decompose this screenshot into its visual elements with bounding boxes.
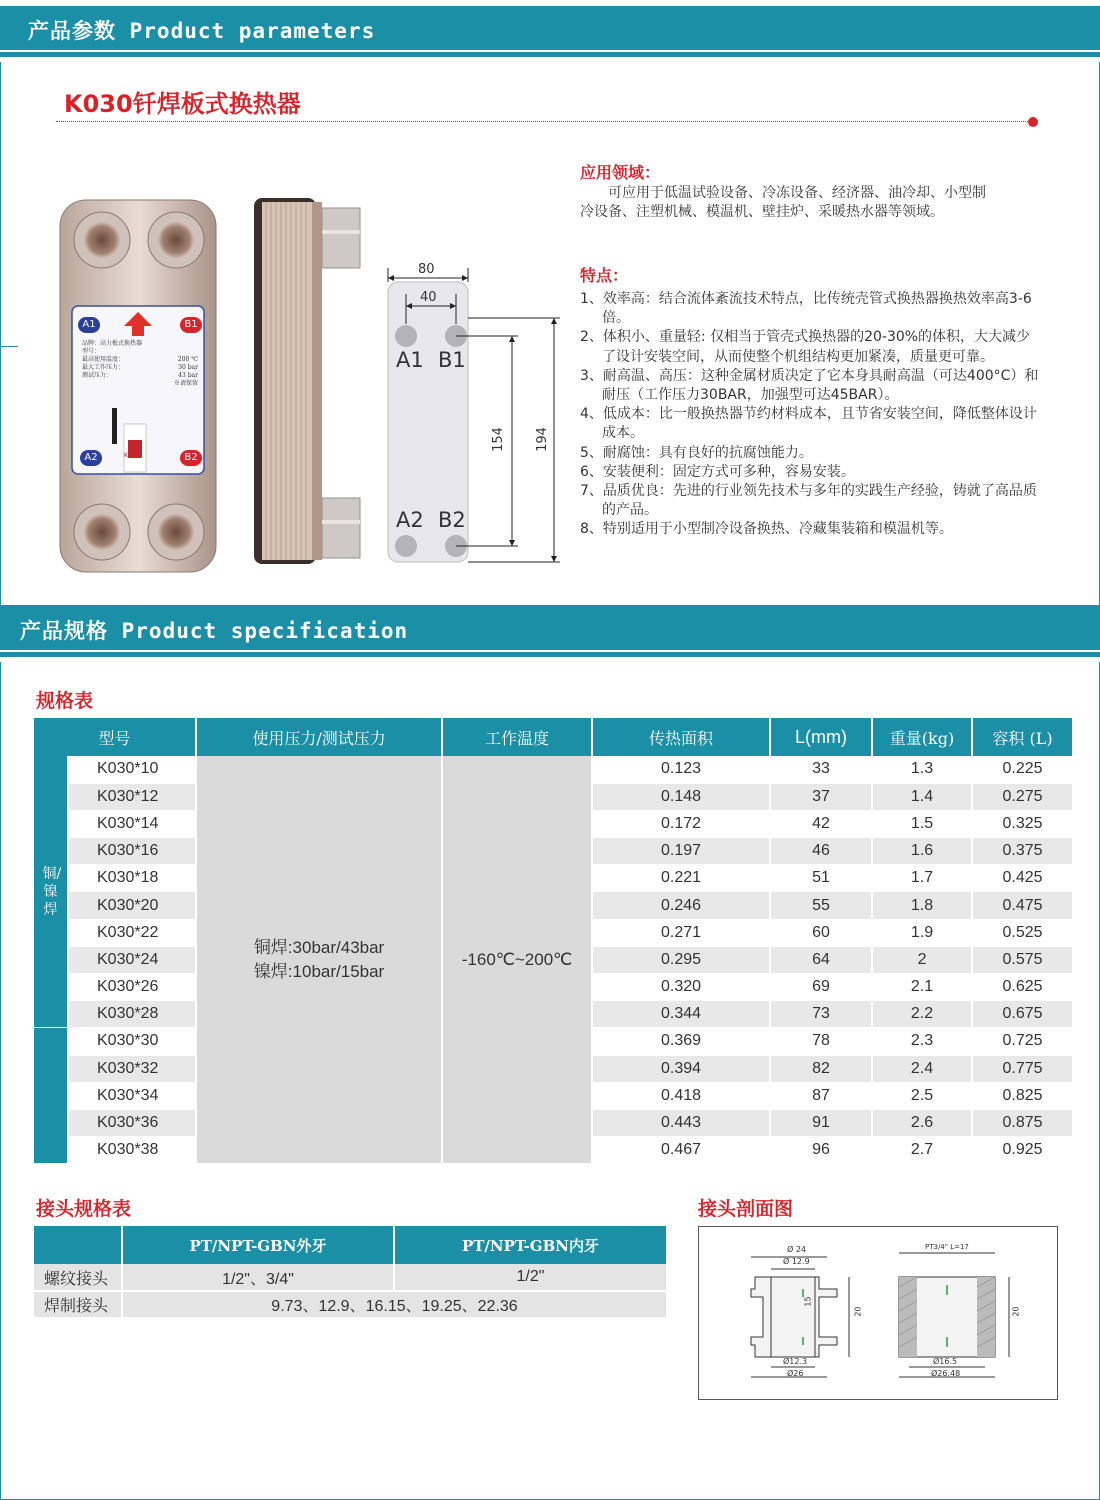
table-row	[34, 1291, 667, 1318]
cell-length: 64	[770, 946, 872, 973]
port-badge-a2: A2	[80, 450, 102, 466]
dim-inner-height: 154	[490, 427, 506, 452]
dim-d12-9: Ø 12.9	[783, 1257, 810, 1266]
section-drawing-frame	[698, 1226, 1058, 1400]
feature-item: 2、体积小、重量轻: 仅相当于管壳式换热器的20-30%的体积，大大减少了设计安装空间，从而使整个机组结构更加紧凑，质量更可靠。	[580, 329, 1031, 365]
cell-volume: 0.275	[972, 783, 1073, 810]
cell-area: 0.246	[592, 892, 770, 919]
feature-item: 7、品质优良：先进的行业领先技术与多年的实践生产经验，铸就了高品质的产品。	[580, 483, 1037, 519]
cell-length: 60	[770, 919, 872, 946]
cell-volume: 0.375	[972, 838, 1073, 865]
cell-area: 0.197	[592, 838, 770, 865]
application-line-2: 冷设备、注塑机械、模温机、壁挂炉、采暖热水器等领域。	[580, 204, 944, 220]
col-header-temperature: 工作温度	[442, 718, 592, 756]
cell-length: 42	[770, 810, 872, 837]
dim-port-b1: B1	[438, 348, 466, 372]
cell-length: 55	[770, 892, 872, 919]
dim-thread-pt: PT3/4" L=17	[925, 1243, 969, 1251]
dim-height-20a: 20	[853, 1306, 863, 1317]
cell-model: K030*38	[68, 1137, 196, 1164]
features-list	[580, 290, 1040, 540]
cell-area: 0.271	[592, 919, 770, 946]
cell-model: K030*12	[68, 783, 196, 810]
section-header-parameters	[0, 6, 1100, 50]
cell-length: 51	[770, 865, 872, 892]
cell-temperature: -160℃~200℃	[442, 756, 592, 1164]
col-header-female: PT/NPT-GBN内牙	[394, 1226, 667, 1264]
features-heading: 特点：	[580, 266, 629, 285]
side-label-text: 铜/镍焊	[42, 865, 62, 918]
cell-length: 33	[770, 756, 872, 783]
cell-model: K030*14	[68, 810, 196, 837]
nameplate-work-label: 最大工作压力：	[82, 364, 125, 371]
section-drawing-heading: 接头剖面图	[698, 1198, 794, 1220]
cell-pressure	[196, 756, 442, 1164]
table-row	[34, 1264, 667, 1291]
edge-tick	[0, 346, 18, 347]
col-header-length: L(mm)	[770, 718, 872, 756]
col-header-male: PT/NPT-GBN外牙	[122, 1226, 394, 1264]
cell-weight: 2	[872, 946, 972, 973]
cell-area: 0.344	[592, 1001, 770, 1028]
side-label-lower	[34, 1028, 68, 1164]
cell-threaded-male: 1/2"、3/4"	[122, 1264, 394, 1291]
section-title: 产品规格 Product specification	[20, 619, 409, 643]
feature-item: 5、耐腐蚀：具有良好的抗腐蚀能力。	[580, 444, 813, 461]
dim-height-20b: 20	[1011, 1306, 1021, 1317]
cell-welded-sizes: 9.73、12.9、16.15、19.25、22.36	[122, 1291, 667, 1318]
cell-weight: 2.7	[872, 1137, 972, 1164]
table-row	[34, 756, 1073, 783]
spec-table	[34, 718, 1074, 1164]
cell-model: K030*24	[68, 946, 196, 973]
connector-header-blank	[34, 1226, 122, 1264]
cell-area: 0.443	[592, 1109, 770, 1136]
cell-model: K030*20	[68, 892, 196, 919]
dim-inner-width: 40	[420, 290, 437, 305]
nameplate-test-value: 43 bar	[178, 372, 198, 379]
cell-model: K030*32	[68, 1055, 196, 1082]
cell-area: 0.369	[592, 1028, 770, 1055]
cell-volume: 0.875	[972, 1109, 1073, 1136]
cell-volume: 0.425	[972, 865, 1073, 892]
connector-header-row	[34, 1226, 667, 1264]
cell-area: 0.394	[592, 1055, 770, 1082]
cell-weight: 2.2	[872, 1001, 972, 1028]
section-header-specification	[0, 606, 1100, 650]
cell-area: 0.148	[592, 783, 770, 810]
cell-weight: 1.3	[872, 756, 972, 783]
pressure-nickel: 镍焊:10bar/15bar	[253, 961, 385, 981]
col-header-area: 传热面积	[592, 718, 770, 756]
row-label-threaded: 螺纹接头	[34, 1264, 122, 1291]
cell-weight: 1.4	[872, 783, 972, 810]
dim-port-a2: A2	[396, 508, 424, 532]
col-header-model: 型号	[34, 718, 196, 756]
cell-volume: 0.475	[972, 892, 1073, 919]
cell-model: K030*16	[68, 838, 196, 865]
feature-item: 8、特别适用于小型制冷设备换热、冷藏集装箱和模温机等。	[580, 521, 953, 538]
cell-length: 69	[770, 974, 872, 1001]
feature-item: 3、耐高温、高压：这种金属材质决定了它本身具耐高温（可达400°C）和耐压（工作压力30BAR，加强型可达45BAR）。	[580, 367, 1039, 404]
cell-weight: 2.1	[872, 974, 972, 1001]
dim-length-15: 15	[803, 1296, 813, 1307]
cell-model: K030*26	[68, 974, 196, 1001]
nameplate-note: ※请保留	[173, 380, 198, 387]
cell-area: 0.123	[592, 756, 770, 783]
rule-end-dot	[1028, 117, 1038, 127]
nameplate-logo: KAORI	[124, 452, 143, 459]
product-title: K030钎焊板式换热器	[64, 90, 301, 118]
col-header-volume: 容积 (L)	[972, 718, 1073, 756]
cell-threaded-female: 1/2"	[394, 1264, 667, 1291]
cell-volume: 0.725	[972, 1028, 1073, 1055]
dim-d26-48: Ø26.48	[931, 1369, 961, 1378]
cell-area: 0.320	[592, 974, 770, 1001]
cell-volume: 0.225	[972, 756, 1073, 783]
nameplate-model: 型号：	[82, 348, 101, 355]
nameplate-work-value: 30 bar	[178, 364, 198, 371]
cell-weight: 1.6	[872, 838, 972, 865]
cell-length: 46	[770, 838, 872, 865]
nameplate-temp-label: 最高使用温度：	[82, 356, 125, 363]
cell-weight: 2.6	[872, 1109, 972, 1136]
cell-length: 82	[770, 1055, 872, 1082]
application-line-1: 可应用于低温试验设备、冷冻设备、经济器、油冷却、小型制	[608, 185, 986, 201]
cell-weight: 2.3	[872, 1028, 972, 1055]
spec-header-row	[34, 718, 1073, 756]
dim-d12-3: Ø12.3	[783, 1357, 808, 1366]
cell-area: 0.221	[592, 865, 770, 892]
side-label	[34, 756, 68, 1028]
port-badge-a1: A1	[78, 317, 100, 333]
cell-weight: 1.9	[872, 919, 972, 946]
feature-item: 4、低成本：比一般换热器节约材料成本，且节省安装空间，降低整体设计成本。	[580, 406, 1037, 442]
cell-model: K030*22	[68, 919, 196, 946]
feature-item: 1、效率高：结合流体紊流技术特点，比传统壳管式换热器换热效率高3-6倍。	[580, 291, 1032, 327]
cell-length: 37	[770, 783, 872, 810]
cell-volume: 0.675	[972, 1001, 1073, 1028]
cell-volume: 0.325	[972, 810, 1073, 837]
cell-length: 78	[770, 1028, 872, 1055]
dim-d24: Ø 24	[787, 1245, 807, 1254]
section-title: 产品参数 Product parameters	[28, 19, 376, 43]
nameplate-text	[82, 340, 198, 388]
dim-d26: Ø26	[787, 1369, 804, 1378]
application-heading: 应用领域：	[580, 163, 661, 182]
dim-port-a1: A1	[396, 348, 424, 372]
connector-section-svg	[699, 1227, 1059, 1401]
nameplate-test-label: 测试压力：	[82, 372, 113, 379]
cell-model: K030*36	[68, 1109, 196, 1136]
port-badge-b1: B1	[180, 317, 202, 333]
connector-table	[34, 1226, 668, 1319]
cell-area: 0.467	[592, 1137, 770, 1164]
cell-volume: 0.925	[972, 1137, 1073, 1164]
col-header-weight: 重量(kg)	[872, 718, 972, 756]
cell-model: K030*30	[68, 1028, 196, 1055]
cell-area: 0.295	[592, 946, 770, 973]
cell-volume: 0.525	[972, 919, 1073, 946]
cell-length: 87	[770, 1082, 872, 1109]
cell-length: 91	[770, 1109, 872, 1136]
pressure-copper: 铜焊:30bar/43bar	[253, 937, 385, 957]
row-label-welded: 焊制接头	[34, 1291, 122, 1318]
port-badge-b2: B2	[180, 450, 202, 466]
cell-model: K030*10	[68, 756, 196, 783]
cell-weight: 1.5	[872, 810, 972, 837]
section-divider	[0, 652, 1100, 657]
dim-port-b2: B2	[438, 508, 466, 532]
cell-weight: 2.4	[872, 1055, 972, 1082]
cell-weight: 1.7	[872, 865, 972, 892]
cell-weight: 1.8	[872, 892, 972, 919]
cell-model: K030*18	[68, 865, 196, 892]
cell-area: 0.418	[592, 1082, 770, 1109]
spec-table-heading: 规格表	[36, 690, 94, 712]
connector-table-heading: 接头规格表	[36, 1198, 132, 1220]
cell-length: 73	[770, 1001, 872, 1028]
cell-area: 0.172	[592, 810, 770, 837]
cell-volume: 0.575	[972, 946, 1073, 973]
section-divider	[0, 52, 1100, 57]
cell-model: K030*34	[68, 1082, 196, 1109]
col-header-pressure: 使用压力/测试压力	[196, 718, 442, 756]
feature-item: 6、安装便利：固定方式可多种，容易安装。	[580, 463, 855, 480]
nameplate-temp-value: 200 ℃	[177, 356, 198, 363]
dim-d16-5: Ø16.5	[933, 1357, 958, 1366]
exchanger-side-photo	[250, 196, 366, 568]
cell-volume: 0.775	[972, 1055, 1073, 1082]
cell-volume: 0.625	[972, 974, 1073, 1001]
nameplate-brand: 品牌：高力板式换热器	[82, 340, 143, 347]
dim-outer-height: 194	[534, 427, 550, 452]
cell-weight: 2.5	[872, 1082, 972, 1109]
dotted-rule	[56, 121, 1030, 122]
cell-length: 96	[770, 1137, 872, 1164]
cell-model: K030*28	[68, 1001, 196, 1028]
cell-volume: 0.825	[972, 1082, 1073, 1109]
dim-outer-width: 80	[418, 262, 435, 277]
